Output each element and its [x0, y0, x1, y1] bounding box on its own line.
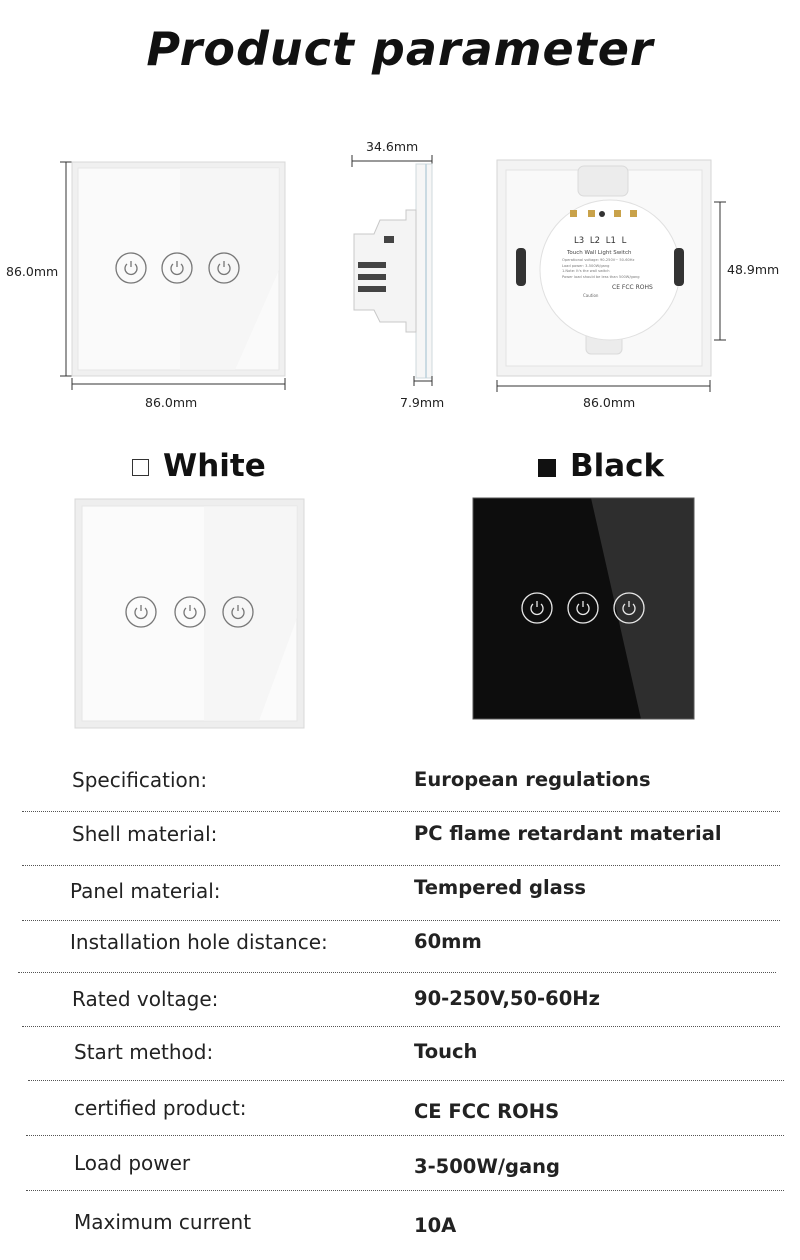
- label-line: Power load should be less than 500W/gang: [562, 274, 640, 279]
- spec-row: [0, 930, 800, 970]
- terminal-label: L3: [574, 236, 585, 246]
- spec-divider: [22, 1026, 780, 1027]
- spec-value: 10A: [414, 1214, 457, 1237]
- spec-row: [0, 1210, 800, 1250]
- spec-value: Tempered glass: [414, 876, 587, 899]
- spec-row: [0, 768, 800, 808]
- front-height-label: 86.0mm: [6, 264, 59, 279]
- back-caution: Caution: [583, 293, 599, 298]
- back-label-title: Touch Wall Light Switch: [567, 250, 632, 256]
- back-width-label: 86.0mm: [583, 395, 636, 410]
- spec-divider: [22, 811, 780, 812]
- variant-white-title: [132, 448, 266, 484]
- spec-divider: [26, 1135, 784, 1136]
- back-terminals: [574, 236, 626, 246]
- spec-label: Maximum current: [74, 1210, 252, 1234]
- white-switch-image: [74, 498, 306, 730]
- side-depth-label: 34.6mm: [366, 139, 419, 154]
- spec-row: [0, 822, 800, 862]
- spec-divider: [22, 865, 780, 866]
- variant-white-label: White: [163, 448, 266, 484]
- black-switch-image: [473, 498, 695, 720]
- label-line: Operational voltage: 90-250V~ 50-60Hz: [562, 258, 635, 262]
- label-line: 1.Note: It's the wall switch: [562, 269, 610, 273]
- spec-row: [0, 1040, 800, 1080]
- spec-value: Touch: [414, 1040, 478, 1063]
- spec-value: European regulations: [414, 768, 651, 791]
- terminal-label: L: [621, 236, 627, 246]
- spec-divider: [28, 1080, 784, 1081]
- back-certs: CE FCC ROHS: [612, 284, 653, 291]
- terminal-label: L1: [605, 236, 616, 246]
- spec-label: certified product:: [74, 1096, 247, 1120]
- label-line: Load power: 3-500W/gang: [562, 263, 610, 268]
- side-thickness-label: 7.9mm: [400, 395, 445, 410]
- spec-label: Installation hole distance:: [70, 930, 328, 954]
- page-title: Product parameter: [146, 22, 654, 76]
- spec-value: CE FCC ROHS: [414, 1100, 560, 1123]
- spec-label: Specification:: [72, 768, 208, 792]
- variant-black-title: [538, 448, 664, 484]
- spec-label: Shell material:: [72, 822, 218, 846]
- spec-row: [0, 1151, 800, 1191]
- terminal-label: L2: [589, 236, 601, 246]
- spec-divider: [22, 920, 780, 921]
- spec-label: Rated voltage:: [72, 987, 219, 1011]
- side-view-diagram: [340, 150, 460, 395]
- spec-label: Load power: [74, 1151, 191, 1175]
- variant-black-label: Black: [570, 448, 665, 484]
- white-square-icon: [132, 459, 149, 476]
- spec-value: 60mm: [414, 930, 482, 953]
- front-view-diagram: [0, 150, 300, 410]
- spec-divider: [18, 972, 776, 973]
- black-square-icon: [538, 459, 556, 477]
- spec-value: 3-500W/gang: [414, 1155, 560, 1178]
- back-height-label: 48.9mm: [727, 262, 780, 277]
- back-label-lines: [562, 258, 662, 280]
- spec-divider: [26, 1190, 784, 1191]
- spec-value: PC flame retardant material: [414, 822, 722, 845]
- spec-row: [0, 1096, 800, 1136]
- spec-row: [0, 987, 800, 1027]
- spec-label: Start method:: [74, 1040, 214, 1064]
- spec-row: [0, 876, 800, 916]
- front-width-label: 86.0mm: [145, 395, 198, 410]
- spec-label: Panel material:: [70, 879, 221, 903]
- spec-value: 90-250V,50-60Hz: [414, 987, 600, 1010]
